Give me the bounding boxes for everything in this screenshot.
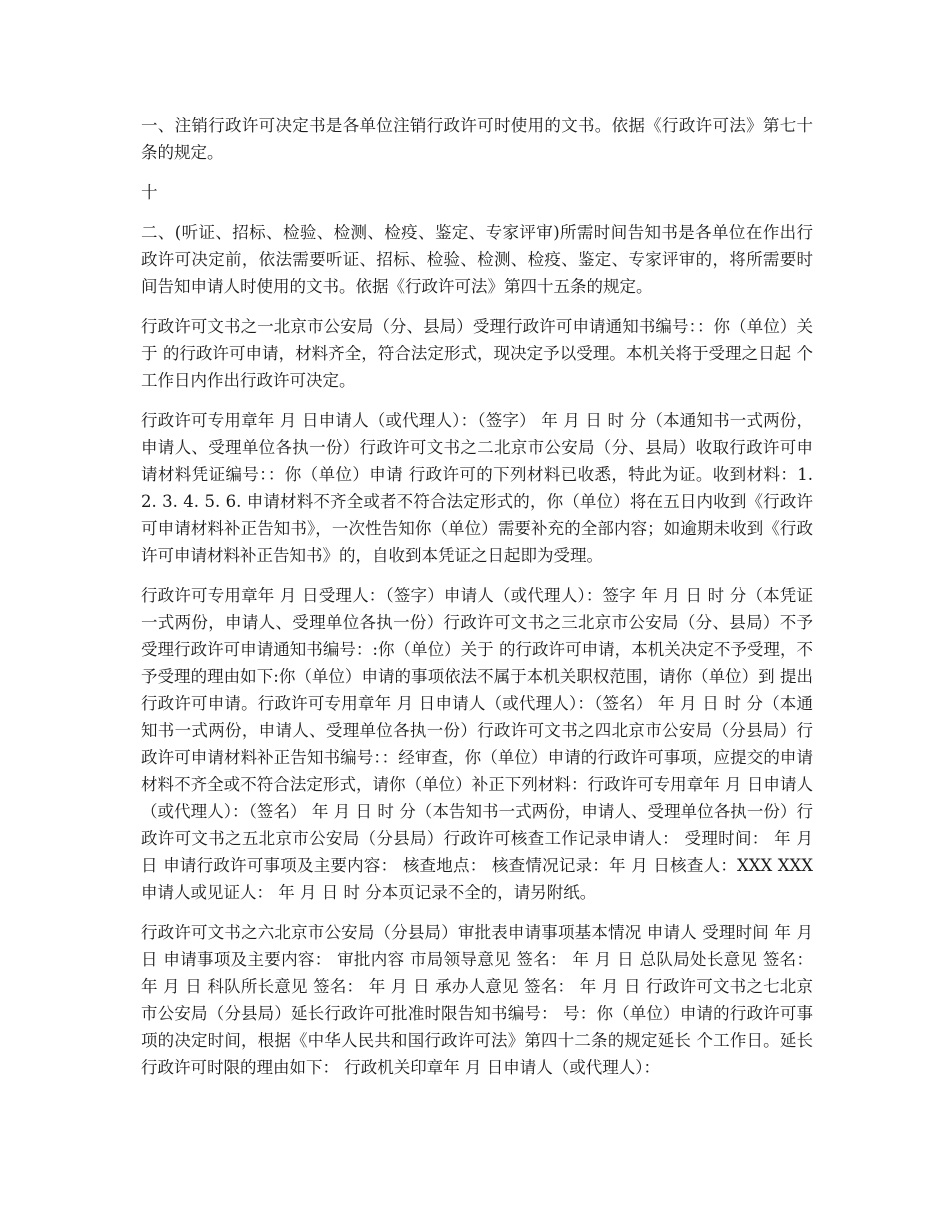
- paragraph-7: 行政许可文书之六北京市公安局（分县局）审批表申请事项基本情况 申请人 受理时间 年 月 日 申请事项及主要内容： 审批内容 市局领导意见 签名： 年 月 日 总队局处长意见 签名： 年 月 日 科队所长意见 签名： 年 月 日 承办人意见 签名： 年 月 日 行政许可文书之七北京市公安局（分县局）延长行政许可批准时限告知书编号： 号：你（单位）申请的行政许可事项的决定时间，根据《中华人民共和国行政许可法》第四十二条的规定延长 个工作日。延长行政许可时限的理由如下： 行政机关印章年 月 日申请人（或代理人）：: [141, 923, 813, 1077]
- paragraph-2: 十: [141, 183, 158, 202]
- paragraph-5: 行政许可专用章年 月 日申请人（或代理人）：（签字） 年 月 日 时 分（本通知书一式两份，申请人、受理单位各执一份）行政许可文书之二北京市公安局（分、县局）收取行政许可申请材料凭证编号：：你（单位）申请 行政许可的下列材料已收悉，特此为证。收到材料：1. 2. 3. 4. 5. 6. 申请材料不齐全或者不符合法定形式的，你（单位）将在五日内收到《行政许可申请材料补正告知书》，一次性告知你（单位）需要补充的全部内容；如逾期未收到《行政许可申请材料补正告知书》的，自收到本凭证之日起即为受理。: [141, 411, 813, 565]
- paragraph-4: 行政许可文书之一北京市公安局（分、县局）受理行政许可申请通知书编号：：你（单位）关于 的行政许可申请，材料齐全，符合法定形式，现决定予以受理。本机关将于受理之日起 个工作日内作出行政许可决定。: [141, 317, 813, 390]
- paragraph-6: 行政许可专用章年 月 日受理人：（签字）申请人（或代理人）：签字 年 月 日 时 分（本凭证一式两份，申请人、受理单位各执一份）行政许可文书之三北京市公安局（分、县局）不予受理行政许可申请通知书编号：:你（单位）关于 的行政许可申请，本机关决定不予受理，不予受理的理由如下:你（单位）申请的事项依法不属于本机关职权范围，请你（单位）到 提出行政许可申请。行政许可专用章年 月 日申请人（或代理人）：（签名） 年 月 日 时 分（本通知书一式两份，申请人、受理单位各执一份）行政许可文书之四北京市公安局（分县局）行政许可申请材料补正告知书编号：：经审查，你（单位）申请的行政许可事项，应提交的申请材料不齐全或不符合法定形式，请你（单位）补正下列材料：行政许可专用章年 月 日申请人（或代理人）：（签名） 年 月 日 时 分（本告知书一式两份，申请人、受理单位各执一份）行政许可文书之五北京市公安局（分县局）行政许可核查工作记录申请人： 受理时间： 年 月 日 申请行政许可事项及主要内容： 核查地点： 核查情况记录：年 月 日核查人：XXX XXX 申请人或见证人： 年 月 日 时 分本页记录不全的，请另附纸。: [141, 586, 813, 902]
- paragraph-1: 一、注销行政许可决定书是各单位注销行政许可时使用的文书。依据《行政许可法》第七十条的规定。: [141, 116, 813, 162]
- paragraph-3: 二、(听证、招标、检验、检测、检疫、鉴定、专家评审)所需时间告知书是各单位在作出行政许可决定前，依法需要听证、招标、检验、检测、检疫、鉴定、专家评审的，将所需要时间告知申请人时使用的文书。依据《行政许可法》第四十五条的规定。: [141, 223, 813, 296]
- document-body: [141, 112, 813, 1094]
